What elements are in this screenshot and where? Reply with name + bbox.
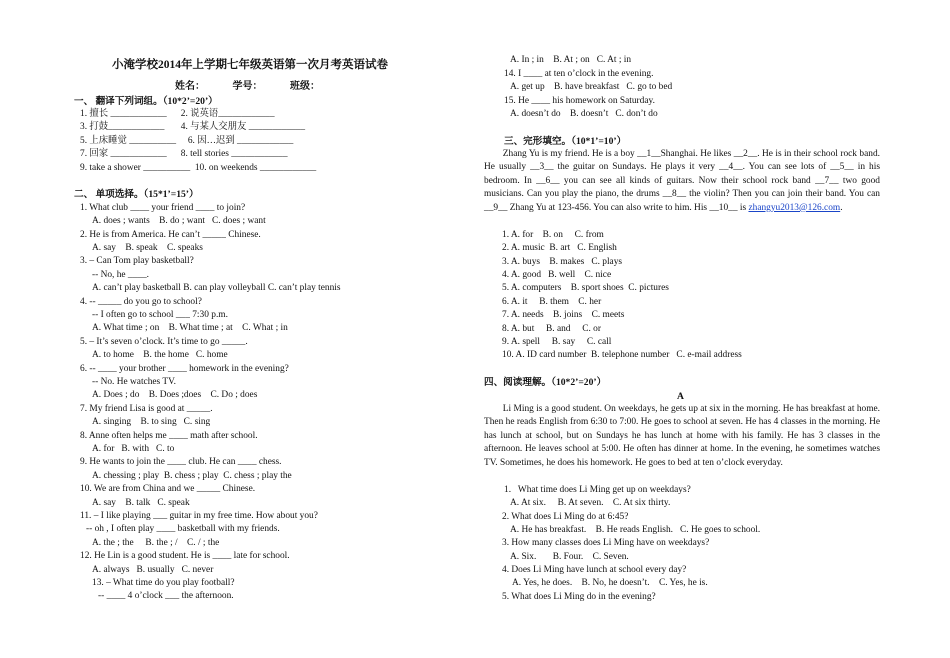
passage-label: A xyxy=(677,391,684,402)
question-dialog: -- I often go to school ___ 7:30 p.m. xyxy=(92,310,228,320)
question-options: A. say B. talk C. speak xyxy=(92,498,190,508)
reading-options: A. Six. B. Four. C. Seven. xyxy=(510,552,629,562)
question-options: A. the ; the B. the ; / C. / ; the xyxy=(92,538,220,548)
reading-question: 2. What does Li Ming do at 6:45? xyxy=(502,512,629,522)
question-stem: 4. -- _____ do you go to school? xyxy=(80,297,202,307)
reading-options: A. At six. B. At seven. C. At six thirty. xyxy=(510,498,671,508)
question-stem: 11. – I like playing ___ guitar in my free time. How about you? xyxy=(80,511,318,521)
vocab-line: 5. 上床睡觉 __________ 6. 因…迟到 ____________ xyxy=(80,136,294,146)
question-options: A. say B. speak C. speaks xyxy=(92,243,203,253)
question-options: A. does ; wants B. do ; want C. does ; want xyxy=(92,216,266,226)
reading-question: 3. How many classes does Li Ming have on weekdays? xyxy=(502,538,710,548)
question-stem: 5. – It’s seven o’clock. It’s time to go _____. xyxy=(80,337,248,347)
question-dialog: -- No. He watches TV. xyxy=(92,377,177,387)
cloze-passage xyxy=(484,148,880,215)
cloze-option: 4. A. good B. well C. nice xyxy=(502,270,612,280)
question-options: A. Does ; do B. Does ;does C. Do ; does xyxy=(92,390,258,400)
question-options: A. get up B. have breakfast C. go to bed xyxy=(510,82,673,92)
reading-question: 5. What does Li Ming do in the evening? xyxy=(502,592,656,602)
question-stem: 12. He Lin is a good student. He is ____ late for school. xyxy=(80,551,290,561)
cloze-option: 5. A. computers B. sport shoes C. pictures xyxy=(502,283,669,293)
question-dialog: -- oh , I often play ____ basketball with my friends. xyxy=(86,524,280,534)
reading-question: 1. What time does Li Ming get up on weekdays? xyxy=(504,485,691,495)
cloze-passage-text: Zhang Yu is my friend. He is a boy __1__Shanghai. He likes __2__. He is in their school rock band. He usually __3__ the guitar on Sundays. He plays it very __4__. You can see lots of __5__ in his bedroom. In __6__ you can see all kinds of guitars. Now their school rock band __7__ two good musicians. Can you play the piano, the drums __8__ the violin? Then you can join their band. You can __9__ Zhang Yu at 123-456. You can also write to him. His __10__ is xyxy=(484,149,880,213)
question-stem: 15. He ____ his homework on Saturday. xyxy=(504,96,655,106)
section3-heading: 三、完形填空。（10*1’=10’） xyxy=(504,136,627,147)
cloze-option: 10. A. ID card number B. telephone number C. e-mail address xyxy=(502,350,742,360)
cloze-option: 1. A. for B. on C. from xyxy=(502,230,604,240)
student-info-line: 姓名： 学号： 班级： xyxy=(175,81,320,92)
question-stem: 8. Anne often helps me ____ math after school. xyxy=(80,431,258,441)
question-options: A. singing B. to sing C. sing xyxy=(92,417,211,427)
question-options: A. In ; in B. At ; on C. At ; in xyxy=(510,55,632,65)
reading-passage: Li Ming is a good student. On weekdays, he gets up at six in the morning. He has breakfast at home. Then he reads English from 6:30 to 7:00. He goes to school at seven. He has 4 classes in the morning. He has lunch at school, but on Sundays he has lunch at home with his family. He has 3 classes in the afternoon. He leaves school at 5:00. He often has dinner at home. In the evening, he sometimes watches TV. Sometimes, he does his homework. He goes to bed at ten o’clock everyday. xyxy=(484,404,880,468)
email-link[interactable]: zhangyu2013@126.com xyxy=(748,202,841,213)
cloze-option: 9. A. spell B. say C. call xyxy=(502,337,612,347)
section1-heading: 一、 翻译下列词组。（10*2’=20’） xyxy=(74,96,218,107)
reading-options: A. Yes, he does. B. No, he doesn’t. C. Yes, he is. xyxy=(512,578,708,588)
question-options: A. for B. with C. to xyxy=(92,444,175,454)
question-stem: 10. We are from China and we _____ Chinese. xyxy=(80,484,256,494)
cloze-option: 6. A. it B. them C. her xyxy=(502,297,602,307)
question-stem: 6. -- ____ your brother ____ homework in the evening? xyxy=(80,364,289,374)
question-stem: 3. – Can Tom play basketball? xyxy=(80,256,194,266)
question-options: A. always B. usually C. never xyxy=(92,565,214,575)
question-options: A. can’t play basketball B. can play volleyball C. can’t play tennis xyxy=(92,283,341,293)
question-dialog: -- No, he ____. xyxy=(92,270,150,280)
question-options: A. to home B. the home C. home xyxy=(92,350,228,360)
vocab-line: 3. 打鼓____________ 4. 与某人交朋友 ____________ xyxy=(80,122,306,132)
question-dialog: -- ____ 4 o’clock ___ the afternoon. xyxy=(98,591,234,601)
reading-question: 4. Does Li Ming have lunch at school every day? xyxy=(502,565,687,575)
cloze-option: 2. A. music B. art C. English xyxy=(502,243,617,253)
question-stem: 9. He wants to join the ____ club. He can ____ chess. xyxy=(80,457,282,467)
question-stem: 1. What club ____ your friend ____ to join? xyxy=(80,203,246,213)
vocab-line: 9. take a shower __________ 10. on weekends ____________ xyxy=(80,163,317,173)
section4-heading: 四、阅读理解。（10*2’=20’） xyxy=(484,377,607,388)
exam-title: 小淹学校2014年上学期七年级英语第一次月考英语试卷 xyxy=(112,59,388,71)
question-options: A. chessing ; play B. chess ; play C. chess ; play the xyxy=(92,471,292,481)
cloze-option: 7. A. needs B. joins C. meets xyxy=(502,310,625,320)
cloze-passage-end: . xyxy=(840,202,843,213)
question-stem: 14. I ____ at ten o’clock in the evening. xyxy=(504,69,654,79)
vocab-line: 1. 擅长 ____________ 2. 说英语____________ xyxy=(80,109,275,119)
cloze-option: 3. A. buys B. makes C. plays xyxy=(502,257,623,267)
question-stem: 7. My friend Lisa is good at _____. xyxy=(80,404,213,414)
question-stem: 13. – What time do you play football? xyxy=(92,578,235,588)
reading-options: A. He has breakfast. B. He reads English. C. He goes to school. xyxy=(510,525,761,535)
section2-heading: 二、 单项选择。（15*1’=15’） xyxy=(74,189,199,200)
question-stem: 2. He is from America. He can’t _____ Chinese. xyxy=(80,230,261,240)
question-options: A. doesn’t do B. doesn’t C. don’t do xyxy=(510,109,658,119)
vocab-line: 7. 回家 ____________ 8. tell stories ____________ xyxy=(80,149,288,159)
question-options: A. What time ; on B. What time ; at C. What ; in xyxy=(92,323,288,333)
cloze-option: 8. A. but B. and C. or xyxy=(502,324,601,334)
